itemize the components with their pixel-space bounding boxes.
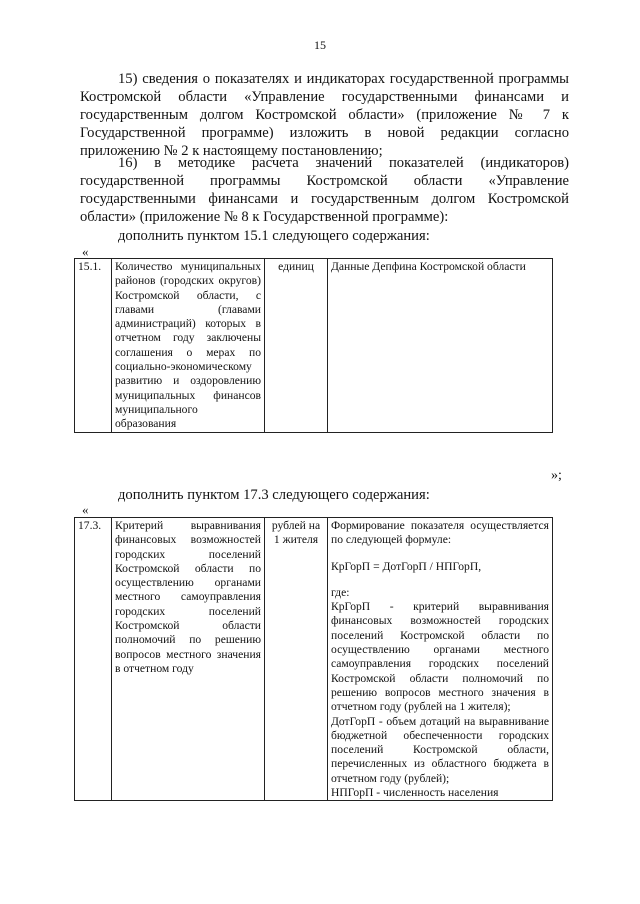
- item-number: 15.1.: [75, 259, 112, 433]
- formula: КрГорП = ДотГорП / НПГорП,: [331, 559, 482, 573]
- table-item-17-3: [74, 517, 553, 801]
- where-label: где:: [331, 585, 350, 599]
- page-number: 15: [314, 38, 326, 52]
- calculation-method: [328, 518, 553, 801]
- add-item-15-1-text: дополнить пунктом 15.1 следующего содержания:: [118, 228, 430, 244]
- table-row: [75, 259, 553, 433]
- add-item-17-3-text: дополнить пунктом 17.3 следующего содержания:: [118, 487, 430, 503]
- table-row: [75, 518, 553, 801]
- paragraph-15: 15) сведения о показателях и индикаторах государственной программы Костромской области «Управление государственными финансами и государственным долгом Костромской области» (приложение № 7 к Государственной программе) изложить в новой редакции согласно приложению № 2 к настоящему постановлению;: [80, 71, 569, 159]
- paragraph-16: 16) в методике расчета значений показателей (индикаторов) государственной программы Костромской области «Управление государственными финансами и государственным долгом Костромской области» (приложение № 8 к Государственной программе):: [80, 155, 569, 225]
- data-source: Данные Депфина Костромской области: [328, 259, 553, 433]
- open-quote-1: «: [82, 244, 89, 259]
- method-intro: Формирование показателя осуществляется по следующей формуле:: [331, 519, 549, 547]
- definition-krgorp: КрГорП - критерий выравнивания финансовых возможностей городских поселений Костромской области по осуществлению органами местного самоуправления городских поселений Костромской области полномочий по решению вопросов местного значения в отчетном году (рублей на 1 жителя);: [331, 600, 549, 714]
- open-quote-2: «: [82, 502, 89, 517]
- unit-of-measure: единиц: [265, 259, 328, 433]
- definition-npgorp: НПГорП - численность населения: [331, 786, 499, 800]
- table-item-15-1: [74, 258, 553, 433]
- definition-dotgorp: ДотГорП - объем дотаций на выравнивание бюджетной обеспеченности городских поселений Костромской области, перечисленных из областного бюджета в отчетном году (рублей);: [331, 714, 549, 785]
- item-number: 17.3.: [75, 518, 112, 801]
- indicator-name: Критерий выравнивания финансовых возможностей городских поселений Костромской области по осуществлению органами местного самоуправления городских поселений Костромской области полномочий по решению вопросов местного значения в отчетном году: [112, 518, 265, 801]
- close-quote-1: »;: [551, 468, 562, 483]
- indicator-name: Количество муниципальных районов (городских округов) Костромской области, с главами (главами администраций) которых в отчетном году заключены соглашения о мерах по социально-экономическому развитию и оздоровлению муниципальных финансов муниципального образования: [112, 259, 265, 433]
- unit-of-measure: рублей на 1 жителя: [265, 518, 328, 801]
